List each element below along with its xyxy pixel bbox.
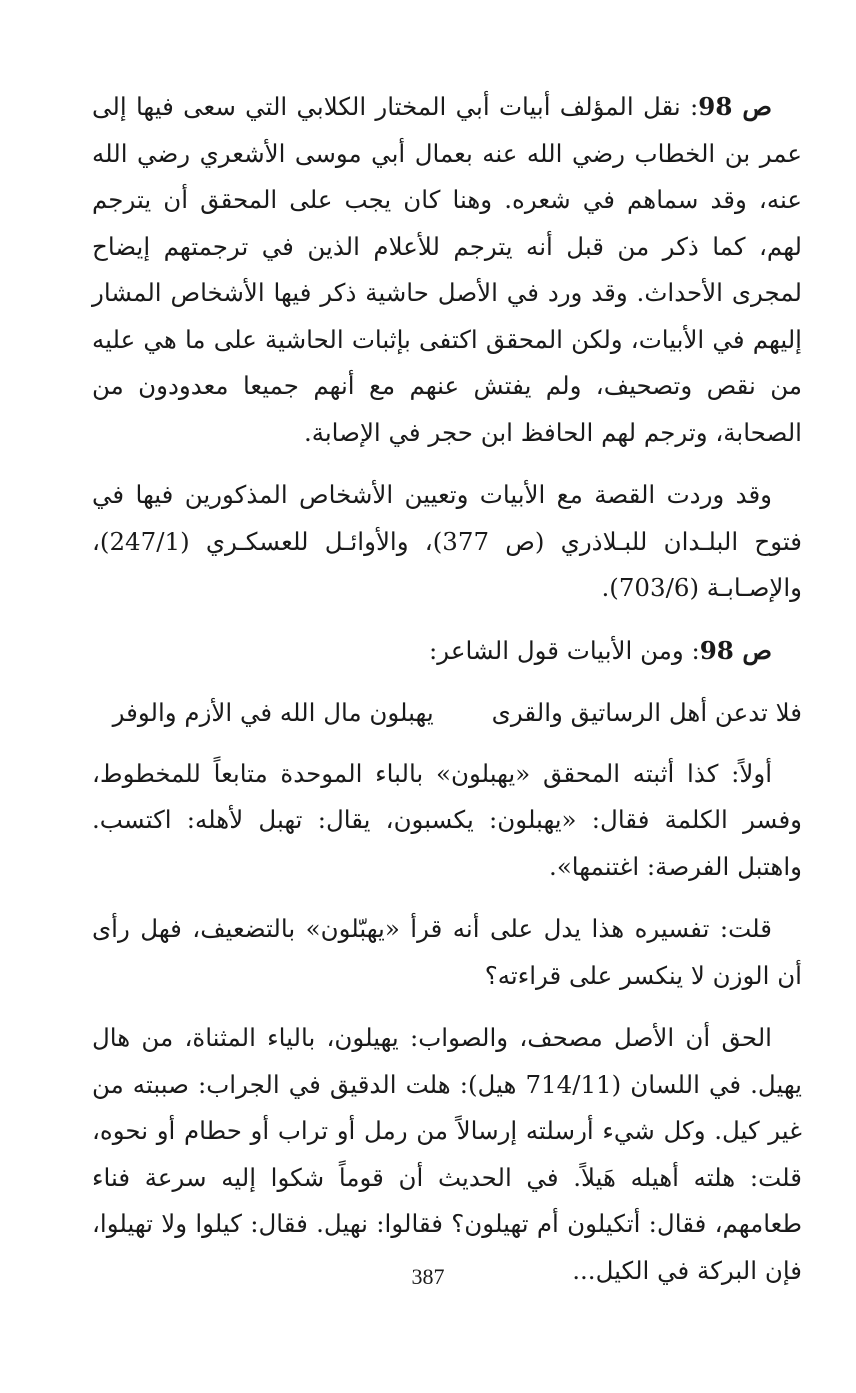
page-reference: ص 98 <box>698 92 773 121</box>
page-body <box>92 84 802 1310</box>
paragraph-text: وقد وردت القصة مع الأبيات وتعيين الأشخاص المذكورين فيها في فتوح البلـدان للبـلاذري (ص 377)، والأوائـل للعسكـري (247/1)، والإصـابـة (703/6). <box>92 480 803 602</box>
paragraph-correction <box>92 1015 802 1294</box>
page-number: 387 <box>411 1264 445 1289</box>
page-reference: ص 98 <box>699 635 772 665</box>
paragraph-text: : ومن الأبيات قول الشاعر: <box>429 635 700 665</box>
poetry-verse <box>92 690 802 737</box>
verse-first-hemistich: فلا تدعن أهل الرساتيق والقرى <box>491 698 802 727</box>
paragraph-first-point <box>92 751 802 891</box>
verse-second-hemistich: يهبلون مال الله في الأزم والوفر <box>112 698 434 727</box>
paragraph-text: أولاً: كذا أثبته المحقق «يهبلون» بالباء الموحدة متابعاً للمخطوط، وفسر الكلمة فقال: «يهبلون: يكسبون، يقال: تهبل لأهله: اكتسب. واهتبل الفرصة: اغتنمها». <box>92 758 802 881</box>
paragraph-comment <box>92 906 802 999</box>
paragraph-note-p98-poet <box>92 628 802 675</box>
paragraph-text: : نقل المؤلف أبيات أبي المختار الكلابي التي سعى فيها إلى عمر بن الخطاب رضي الله عنه بعمال أبي موسى الأشعري رضي الله عنه، وقد سماهم في شعره. وهنا كان يجب على المحقق أن يترجم لهم، كما ذكر من قبل أنه يترجم للأعلام الذين في ترجمتهم إيضاح لمجرى الأحداث. وقد ورد في الأصل حاشية ذكر فيها الأشخاص المشار إليهم في الأبيات، ولكن المحقق اكتفى بإثبات الحاشية على ما هي عليه من نقص وتصحيف، ولم يفتش عنهم مع أنهم جميعا معدودون من الصحابة، وترجم لهم الحافظ ابن حجر في الإصابة. <box>92 92 802 447</box>
paragraph-text: قلت: تفسيره هذا يدل على أنه قرأ «يهبّلون» بالتضعيف، فهل رأى أن الوزن لا ينكسر على قراءته؟ <box>92 914 802 990</box>
paragraph-note-p98-verses <box>92 84 802 456</box>
paragraph-text: الحق أن الأصل مصحف، والصواب: يهيلون، بالياء المثناة، من هال يهيل. في اللسان (714/11 هيل): هلت الدقيق في الجراب: صببته من غير كيل. وكل شيء أرسلته إرسالاً من رمل أو تراب أو حطام أو نحوه، قلت: هلته أهيله هَيلاً. في الحديث أن قوماً شكوا إليه سرعة فناء طعامهم، فقال: أتكيلون أم تهيلون؟ فقالوا: نهيل. فقال: كيلوا ولا تهيلوا، فإن البركة في الكيل... <box>92 1023 802 1285</box>
paragraph-sources <box>92 472 802 612</box>
